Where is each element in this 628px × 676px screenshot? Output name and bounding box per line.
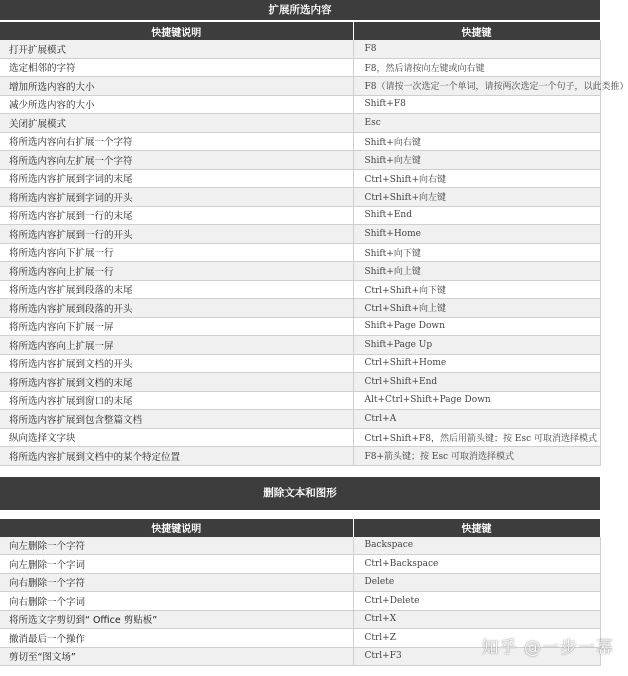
shortcut-keys: Ctrl+Shift+向左键 xyxy=(353,188,600,207)
table-row xyxy=(0,410,600,429)
column-header-shortcut: 快捷键 xyxy=(353,519,600,537)
shortcut-keys: Ctrl+A xyxy=(353,410,600,429)
table-row xyxy=(0,262,600,281)
shortcut-description: 增加所选内容的大小 xyxy=(0,77,353,96)
table-row xyxy=(0,391,600,410)
table-row xyxy=(0,169,600,188)
shortcut-description: 剪切至“图文场” xyxy=(0,647,353,666)
shortcut-keys: Ctrl+Shift+End xyxy=(353,373,600,392)
table-row xyxy=(0,114,600,133)
shortcut-description: 打开扩展模式 xyxy=(0,40,353,58)
table-row xyxy=(0,610,600,629)
table-row xyxy=(0,280,600,299)
shortcut-description: 将所选内容扩展到文档的末尾 xyxy=(0,373,353,392)
table-row xyxy=(0,336,600,355)
shortcut-keys: Shift+向左键 xyxy=(353,151,600,170)
shortcut-keys: Shift+Page Down xyxy=(353,317,600,336)
shortcut-description: 将所选内容扩展到段落的末尾 xyxy=(0,280,353,299)
shortcut-description: 关闭扩展模式 xyxy=(0,114,353,133)
shortcut-keys: Shift+F8 xyxy=(353,95,600,114)
shortcut-keys: Shift+向下键 xyxy=(353,243,600,262)
table-row xyxy=(0,573,600,592)
table-row xyxy=(0,555,600,574)
shortcut-description: 向右删除一个字符 xyxy=(0,573,353,592)
shortcut-keys: Alt+Ctrl+Shift+Page Down xyxy=(353,391,600,410)
shortcut-keys: F8 xyxy=(353,40,600,58)
shortcut-description: 将所选内容向右扩展一个字符 xyxy=(0,132,353,151)
shortcut-keys: Ctrl+Shift+Home xyxy=(353,354,600,373)
shortcut-description: 将所选内容扩展到字词的开头 xyxy=(0,188,353,207)
shortcut-table xyxy=(0,22,628,466)
shortcut-description: 将所选内容向下扩展一行 xyxy=(0,243,353,262)
shortcut-description: 将所选内容向上扩展一行 xyxy=(0,262,353,281)
watermark: 知乎 @一步一幕 xyxy=(481,638,614,658)
table-row xyxy=(0,77,600,96)
shortcut-keys: Shift+End xyxy=(353,206,600,225)
shortcut-description: 向左删除一个字符 xyxy=(0,537,353,555)
shortcut-description: 将所选内容向左扩展一个字符 xyxy=(0,151,353,170)
shortcut-keys: Shift+Page Up xyxy=(353,336,600,355)
table-row xyxy=(0,95,600,114)
shortcut-description: 将所选内容扩展到字词的末尾 xyxy=(0,169,353,188)
table-row xyxy=(0,206,600,225)
table-row xyxy=(0,58,600,77)
table-row xyxy=(0,225,600,244)
shortcut-keys: F8，然后请按向左键或向右键 xyxy=(353,58,600,77)
table-row xyxy=(0,40,600,58)
shortcut-keys: Delete xyxy=(353,573,600,592)
shortcut-description: 撤消最后一个操作 xyxy=(0,629,353,648)
shortcut-description: 将所选内容扩展到段落的开头 xyxy=(0,299,353,318)
table-row xyxy=(0,151,600,170)
shortcut-keys: F8+箭头键；按 Esc 可取消选择模式 xyxy=(353,447,600,466)
shortcut-keys: Ctrl+Shift+F8，然后用箭头键；按 Esc 可取消选择模式 xyxy=(353,428,600,447)
shortcut-keys: F8（请按一次选定一个单词，请按两次选定一个句子，以此类推） xyxy=(353,77,600,96)
shortcut-description: 纵向选择文字块 xyxy=(0,428,353,447)
shortcut-keys: Ctrl+Shift+向下键 xyxy=(353,280,600,299)
column-header-shortcut: 快捷键 xyxy=(353,22,600,40)
column-header-description: 快捷键说明 xyxy=(0,519,353,537)
shortcut-keys: Ctrl+Backspace xyxy=(353,555,600,574)
table-row xyxy=(0,317,600,336)
shortcut-keys: Shift+向右键 xyxy=(353,132,600,151)
shortcut-keys: Backspace xyxy=(353,537,600,555)
column-header-description: 快捷键说明 xyxy=(0,22,353,40)
shortcut-description: 向右删除一个字词 xyxy=(0,592,353,611)
shortcut-keys: Ctrl+X xyxy=(353,610,600,629)
table-row xyxy=(0,373,600,392)
section-title: 删除文本和图形 xyxy=(0,477,600,510)
shortcut-keys: Ctrl+Shift+向右键 xyxy=(353,169,600,188)
shortcut-description: 向左删除一个字词 xyxy=(0,555,353,574)
shortcut-keys: Shift+向上键 xyxy=(353,262,600,281)
section-title: 扩展所选内容 xyxy=(0,0,600,20)
shortcut-description: 将所选内容扩展到窗口的末尾 xyxy=(0,391,353,410)
shortcut-description: 将所选内容扩展到一行的开头 xyxy=(0,225,353,244)
shortcut-description: 将所选内容扩展到文档中的某个特定位置 xyxy=(0,447,353,466)
shortcut-description: 选定相邻的字符 xyxy=(0,58,353,77)
shortcut-description: 将所选内容扩展到包含整篇文档 xyxy=(0,410,353,429)
shortcut-description: 将所选内容向上扩展一屏 xyxy=(0,336,353,355)
table-row xyxy=(0,428,600,447)
table-row xyxy=(0,299,600,318)
shortcut-description: 将所选内容向下扩展一屏 xyxy=(0,317,353,336)
shortcut-keys: Ctrl+Delete xyxy=(353,592,600,611)
table-row xyxy=(0,243,600,262)
shortcut-description: 将所选文字剪切到“ Office 剪贴板” xyxy=(0,610,353,629)
table-row xyxy=(0,537,600,555)
table-row xyxy=(0,447,600,466)
table-row xyxy=(0,132,600,151)
shortcut-description: 将所选内容扩展到一行的末尾 xyxy=(0,206,353,225)
shortcut-keys: Ctrl+F3 xyxy=(353,647,600,666)
table-row xyxy=(0,354,600,373)
shortcut-description: 减少所选内容的大小 xyxy=(0,95,353,114)
shortcut-keys: Shift+Home xyxy=(353,225,600,244)
table-row xyxy=(0,592,600,611)
table-row xyxy=(0,188,600,207)
shortcut-keys: Ctrl+Shift+向上键 xyxy=(353,299,600,318)
shortcut-description: 将所选内容扩展到文档的开头 xyxy=(0,354,353,373)
shortcut-keys: Ctrl+Z xyxy=(353,629,600,648)
shortcut-keys: Esc xyxy=(353,114,600,133)
